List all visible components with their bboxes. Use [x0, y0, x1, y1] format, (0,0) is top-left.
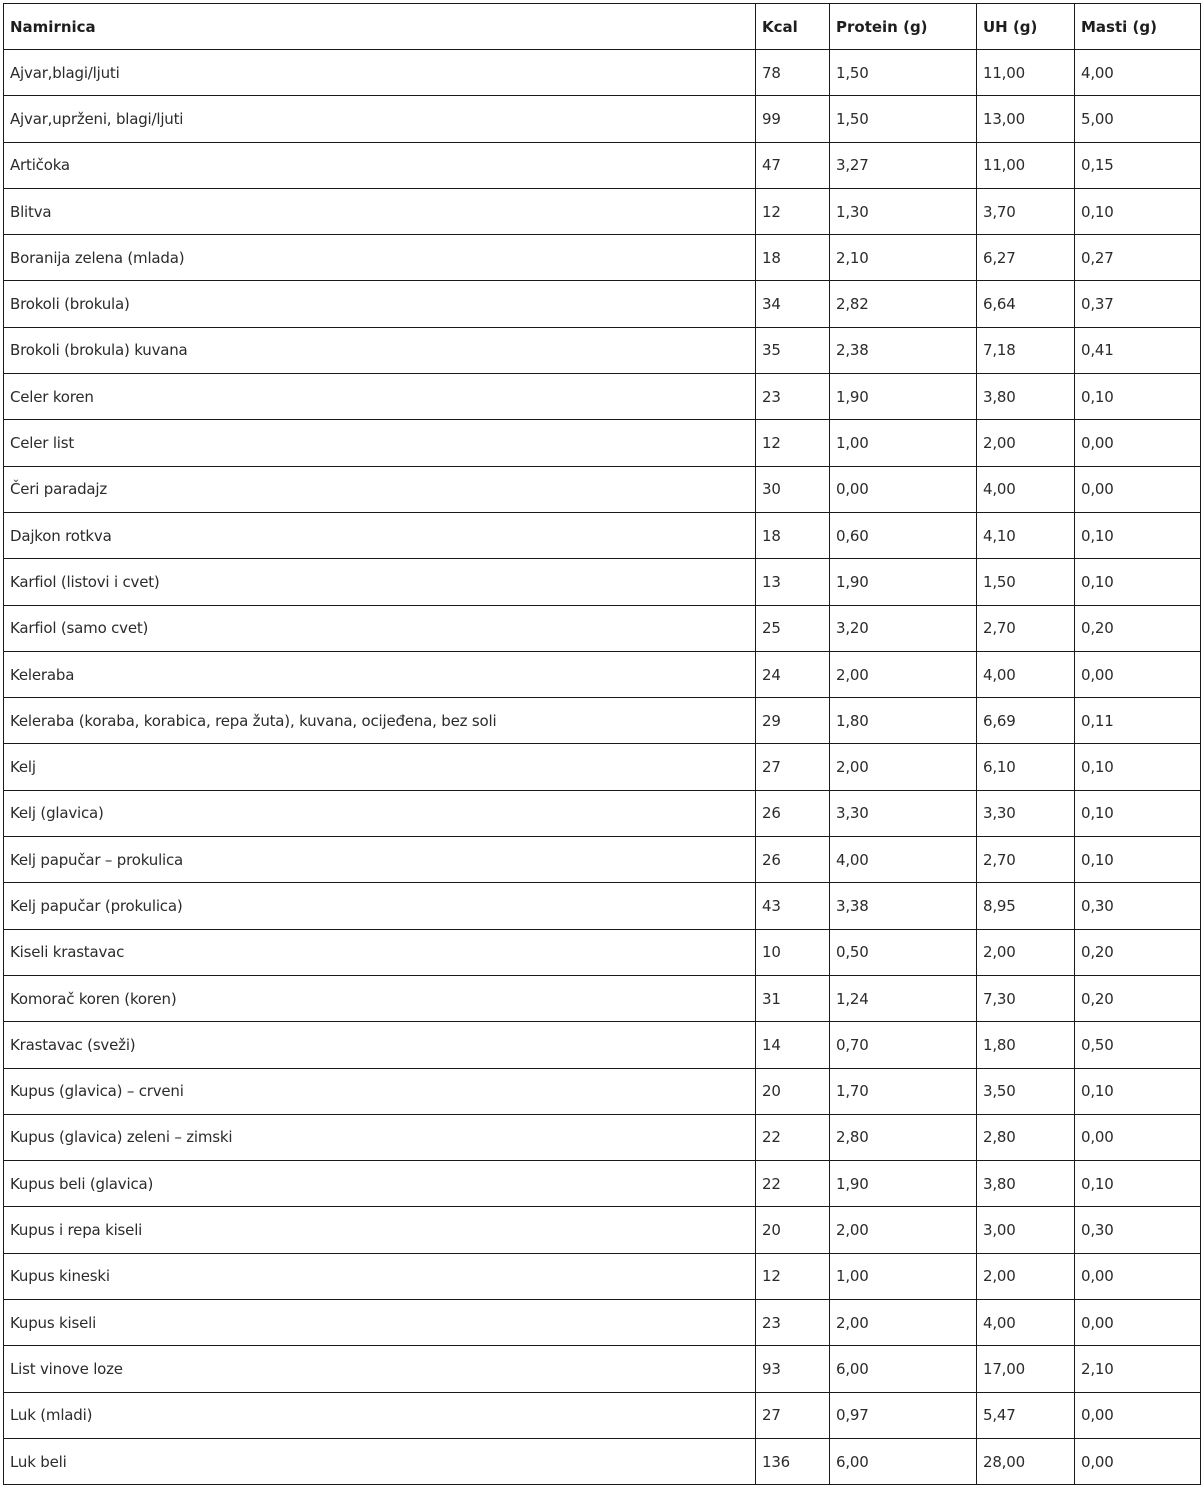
- cell-masti: 0,00: [1075, 1300, 1201, 1346]
- cell-kcal: 27: [756, 744, 830, 790]
- cell-uh: 11,00: [977, 142, 1075, 188]
- cell-namirnica: Kelj (glavica): [4, 790, 756, 836]
- cell-masti: 0,20: [1075, 929, 1201, 975]
- cell-protein: 4,00: [830, 837, 977, 883]
- table-row: [4, 1114, 1201, 1160]
- cell-namirnica: Komorač koren (koren): [4, 975, 756, 1021]
- cell-kcal: 99: [756, 96, 830, 142]
- cell-protein: 3,38: [830, 883, 977, 929]
- cell-namirnica: Kelj papučar – prokulica: [4, 837, 756, 883]
- cell-protein: 6,00: [830, 1438, 977, 1484]
- table-row: [4, 1392, 1201, 1438]
- cell-protein: 1,70: [830, 1068, 977, 1114]
- cell-protein: 2,82: [830, 281, 977, 327]
- cell-namirnica: Luk (mladi): [4, 1392, 756, 1438]
- cell-kcal: 20: [756, 1207, 830, 1253]
- table-body: [4, 50, 1201, 1485]
- cell-uh: 8,95: [977, 883, 1075, 929]
- cell-protein: 0,97: [830, 1392, 977, 1438]
- cell-kcal: 18: [756, 235, 830, 281]
- cell-protein: 1,50: [830, 50, 977, 96]
- cell-uh: 6,64: [977, 281, 1075, 327]
- cell-protein: 1,50: [830, 96, 977, 142]
- cell-namirnica: Celer list: [4, 420, 756, 466]
- cell-namirnica: Krastavac (sveži): [4, 1022, 756, 1068]
- cell-namirnica: Brokoli (brokula) kuvana: [4, 327, 756, 373]
- cell-masti: 0,41: [1075, 327, 1201, 373]
- cell-uh: 7,18: [977, 327, 1075, 373]
- cell-namirnica: Keleraba: [4, 651, 756, 697]
- cell-uh: 3,50: [977, 1068, 1075, 1114]
- cell-uh: 4,00: [977, 651, 1075, 697]
- table-row: [4, 188, 1201, 234]
- cell-namirnica: Čeri paradajz: [4, 466, 756, 512]
- table-row: [4, 1253, 1201, 1299]
- cell-namirnica: Karfiol (listovi i cvet): [4, 559, 756, 605]
- cell-masti: 0,00: [1075, 651, 1201, 697]
- cell-kcal: 22: [756, 1114, 830, 1160]
- table-row: [4, 327, 1201, 373]
- cell-masti: 0,37: [1075, 281, 1201, 327]
- table-row: [4, 96, 1201, 142]
- cell-protein: 1,80: [830, 698, 977, 744]
- cell-protein: 1,30: [830, 188, 977, 234]
- cell-masti: 0,10: [1075, 374, 1201, 420]
- cell-namirnica: Celer koren: [4, 374, 756, 420]
- cell-masti: 0,10: [1075, 188, 1201, 234]
- cell-protein: 2,38: [830, 327, 977, 373]
- cell-kcal: 13: [756, 559, 830, 605]
- cell-uh: 4,10: [977, 512, 1075, 558]
- cell-kcal: 18: [756, 512, 830, 558]
- cell-uh: 6,69: [977, 698, 1075, 744]
- cell-uh: 3,80: [977, 1161, 1075, 1207]
- table-row: [4, 790, 1201, 836]
- table-row: [4, 929, 1201, 975]
- cell-namirnica: Kelj: [4, 744, 756, 790]
- cell-protein: 2,80: [830, 1114, 977, 1160]
- cell-protein: 0,60: [830, 512, 977, 558]
- cell-kcal: 136: [756, 1438, 830, 1484]
- cell-kcal: 35: [756, 327, 830, 373]
- cell-masti: 0,10: [1075, 744, 1201, 790]
- cell-masti: 0,27: [1075, 235, 1201, 281]
- cell-masti: 0,10: [1075, 559, 1201, 605]
- cell-protein: 2,00: [830, 1207, 977, 1253]
- cell-namirnica: Kelj papučar (prokulica): [4, 883, 756, 929]
- cell-masti: 0,10: [1075, 1068, 1201, 1114]
- cell-masti: 0,30: [1075, 1207, 1201, 1253]
- cell-protein: 3,30: [830, 790, 977, 836]
- cell-uh: 2,00: [977, 420, 1075, 466]
- table-row: [4, 466, 1201, 512]
- cell-uh: 7,30: [977, 975, 1075, 1021]
- cell-masti: 0,00: [1075, 1114, 1201, 1160]
- cell-uh: 6,10: [977, 744, 1075, 790]
- cell-kcal: 12: [756, 188, 830, 234]
- cell-uh: 2,00: [977, 1253, 1075, 1299]
- cell-kcal: 29: [756, 698, 830, 744]
- table-row: [4, 50, 1201, 96]
- cell-masti: 0,15: [1075, 142, 1201, 188]
- cell-protein: 3,20: [830, 605, 977, 651]
- cell-uh: 28,00: [977, 1438, 1075, 1484]
- table-row: [4, 1022, 1201, 1068]
- cell-namirnica: Ajvar,blagi/ljuti: [4, 50, 756, 96]
- table-row: [4, 744, 1201, 790]
- cell-kcal: 26: [756, 837, 830, 883]
- table-row: [4, 651, 1201, 697]
- header-uh: UH (g): [977, 4, 1075, 50]
- cell-kcal: 26: [756, 790, 830, 836]
- table-row: [4, 559, 1201, 605]
- cell-uh: 2,00: [977, 929, 1075, 975]
- cell-masti: 0,00: [1075, 1392, 1201, 1438]
- cell-namirnica: Keleraba (koraba, korabica, repa žuta), kuvana, ocijeđena, bez soli: [4, 698, 756, 744]
- cell-kcal: 47: [756, 142, 830, 188]
- cell-uh: 13,00: [977, 96, 1075, 142]
- cell-masti: 0,50: [1075, 1022, 1201, 1068]
- cell-uh: 17,00: [977, 1346, 1075, 1392]
- header-masti: Masti (g): [1075, 4, 1201, 50]
- table-row: [4, 698, 1201, 744]
- cell-kcal: 34: [756, 281, 830, 327]
- cell-masti: 0,10: [1075, 1161, 1201, 1207]
- cell-uh: 1,80: [977, 1022, 1075, 1068]
- cell-namirnica: Brokoli (brokula): [4, 281, 756, 327]
- cell-uh: 2,80: [977, 1114, 1075, 1160]
- cell-masti: 0,00: [1075, 466, 1201, 512]
- cell-kcal: 31: [756, 975, 830, 1021]
- header-namirnica: Namirnica: [4, 4, 756, 50]
- nutrition-table-container: [3, 3, 1200, 1485]
- cell-namirnica: Artičoka: [4, 142, 756, 188]
- cell-namirnica: Kupus kineski: [4, 1253, 756, 1299]
- table-row: [4, 235, 1201, 281]
- cell-protein: 3,27: [830, 142, 977, 188]
- cell-uh: 3,00: [977, 1207, 1075, 1253]
- cell-protein: 1,90: [830, 1161, 977, 1207]
- cell-uh: 2,70: [977, 605, 1075, 651]
- cell-kcal: 25: [756, 605, 830, 651]
- cell-kcal: 23: [756, 374, 830, 420]
- cell-namirnica: Blitva: [4, 188, 756, 234]
- cell-namirnica: List vinove loze: [4, 1346, 756, 1392]
- cell-protein: 1,00: [830, 420, 977, 466]
- table-row: [4, 1161, 1201, 1207]
- table-row: [4, 1207, 1201, 1253]
- cell-masti: 0,00: [1075, 420, 1201, 466]
- cell-masti: 2,10: [1075, 1346, 1201, 1392]
- cell-protein: 0,50: [830, 929, 977, 975]
- cell-masti: 0,10: [1075, 512, 1201, 558]
- cell-namirnica: Kupus i repa kiseli: [4, 1207, 756, 1253]
- table-row: [4, 420, 1201, 466]
- cell-kcal: 22: [756, 1161, 830, 1207]
- table-row: [4, 605, 1201, 651]
- table-row: [4, 1068, 1201, 1114]
- header-protein: Protein (g): [830, 4, 977, 50]
- cell-kcal: 43: [756, 883, 830, 929]
- cell-uh: 3,70: [977, 188, 1075, 234]
- header-kcal: Kcal: [756, 4, 830, 50]
- cell-uh: 1,50: [977, 559, 1075, 605]
- cell-protein: 0,70: [830, 1022, 977, 1068]
- cell-kcal: 12: [756, 1253, 830, 1299]
- table-row: [4, 281, 1201, 327]
- cell-namirnica: Kiseli krastavac: [4, 929, 756, 975]
- table-row: [4, 512, 1201, 558]
- table-row: [4, 1300, 1201, 1346]
- cell-masti: 0,20: [1075, 605, 1201, 651]
- cell-uh: 2,70: [977, 837, 1075, 883]
- table-row: [4, 1438, 1201, 1484]
- table-row: [4, 837, 1201, 883]
- cell-protein: 2,00: [830, 1300, 977, 1346]
- cell-masti: 0,00: [1075, 1253, 1201, 1299]
- cell-uh: 3,30: [977, 790, 1075, 836]
- cell-namirnica: Ajvar,uprženi, blagi/ljuti: [4, 96, 756, 142]
- table-header-row: [4, 4, 1201, 50]
- cell-masti: 5,00: [1075, 96, 1201, 142]
- cell-masti: 0,30: [1075, 883, 1201, 929]
- table-row: [4, 374, 1201, 420]
- cell-namirnica: Kupus (glavica) zeleni – zimski: [4, 1114, 756, 1160]
- cell-masti: 0,11: [1075, 698, 1201, 744]
- cell-protein: 1,00: [830, 1253, 977, 1299]
- cell-namirnica: Kupus beli (glavica): [4, 1161, 756, 1207]
- nutrition-table: [3, 3, 1201, 1485]
- cell-kcal: 30: [756, 466, 830, 512]
- cell-kcal: 23: [756, 1300, 830, 1346]
- table-row: [4, 1346, 1201, 1392]
- cell-namirnica: Kupus kiseli: [4, 1300, 756, 1346]
- cell-masti: 0,00: [1075, 1438, 1201, 1484]
- cell-kcal: 24: [756, 651, 830, 697]
- cell-kcal: 12: [756, 420, 830, 466]
- cell-uh: 3,80: [977, 374, 1075, 420]
- cell-uh: 5,47: [977, 1392, 1075, 1438]
- cell-kcal: 14: [756, 1022, 830, 1068]
- cell-kcal: 93: [756, 1346, 830, 1392]
- cell-uh: 4,00: [977, 1300, 1075, 1346]
- cell-protein: 2,00: [830, 651, 977, 697]
- cell-kcal: 27: [756, 1392, 830, 1438]
- cell-uh: 11,00: [977, 50, 1075, 96]
- cell-namirnica: Dajkon rotkva: [4, 512, 756, 558]
- cell-namirnica: Luk beli: [4, 1438, 756, 1484]
- cell-uh: 4,00: [977, 466, 1075, 512]
- cell-protein: 1,90: [830, 374, 977, 420]
- cell-protein: 0,00: [830, 466, 977, 512]
- cell-namirnica: Karfiol (samo cvet): [4, 605, 756, 651]
- cell-kcal: 78: [756, 50, 830, 96]
- cell-namirnica: Boranija zelena (mlada): [4, 235, 756, 281]
- cell-protein: 1,24: [830, 975, 977, 1021]
- cell-kcal: 10: [756, 929, 830, 975]
- cell-uh: 6,27: [977, 235, 1075, 281]
- cell-kcal: 20: [756, 1068, 830, 1114]
- cell-masti: 0,10: [1075, 790, 1201, 836]
- table-row: [4, 975, 1201, 1021]
- cell-masti: 0,20: [1075, 975, 1201, 1021]
- cell-masti: 4,00: [1075, 50, 1201, 96]
- cell-protein: 2,10: [830, 235, 977, 281]
- table-row: [4, 883, 1201, 929]
- cell-protein: 1,90: [830, 559, 977, 605]
- cell-namirnica: Kupus (glavica) – crveni: [4, 1068, 756, 1114]
- table-row: [4, 142, 1201, 188]
- cell-protein: 2,00: [830, 744, 977, 790]
- cell-protein: 6,00: [830, 1346, 977, 1392]
- cell-masti: 0,10: [1075, 837, 1201, 883]
